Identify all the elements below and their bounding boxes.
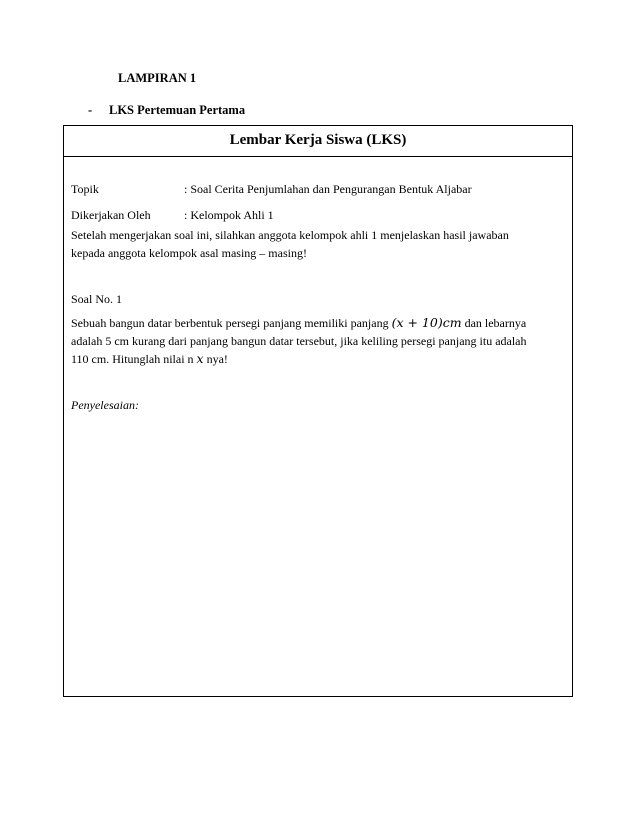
question-line-2: adalah 5 cm kurang dari panjang bangun datar tersebut, jika keliling persegi panjang itu adalah xyxy=(71,334,527,348)
title-divider xyxy=(64,156,572,157)
question-paragraph xyxy=(71,314,566,368)
bullet-dash: - xyxy=(88,103,93,117)
question-line-3-end: nya! xyxy=(203,352,228,366)
question-line-3 xyxy=(71,350,566,368)
worked-by-label: Dikerjakan Oleh xyxy=(71,208,151,222)
topic-value: : Soal Cerita Penjumlahan dan Pengurangan Bentuk Aljabar xyxy=(184,182,472,196)
instruction-line-2: kepada anggota kelompok asal masing – masing! xyxy=(71,246,307,260)
worksheet-frame xyxy=(63,125,573,697)
worksheet-title: Lembar Kerja Siswa (LKS) xyxy=(229,132,407,148)
question-line-1-text: Sebuah bangun datar berbentuk persegi panjang memiliki panjang xyxy=(71,316,392,330)
question-line-1 xyxy=(71,314,566,332)
question-line-3-text: 110 cm. Hitunglah nilai n xyxy=(71,352,197,366)
worksheet-subtitle: LKS Pertemuan Pertama xyxy=(109,103,246,117)
question-label: Soal No. 1 xyxy=(71,292,122,306)
instruction-paragraph xyxy=(71,226,566,262)
worked-by-value: : Kelompok Ahli 1 xyxy=(184,208,274,222)
topic-label: Topik xyxy=(71,182,99,196)
instruction-line-1: Setelah mengerjakan soal ini, silahkan anggota kelompok ahli 1 menjelaskan hasil jawaban xyxy=(71,228,509,242)
solution-label: Penyelesaian: xyxy=(71,398,139,412)
question-line-1-end: dan lebarnya xyxy=(461,316,527,330)
variable-x: x xyxy=(196,351,204,366)
appendix-label: LAMPIRAN 1 xyxy=(118,71,197,85)
length-expression: (x + 10)cm xyxy=(391,315,462,330)
